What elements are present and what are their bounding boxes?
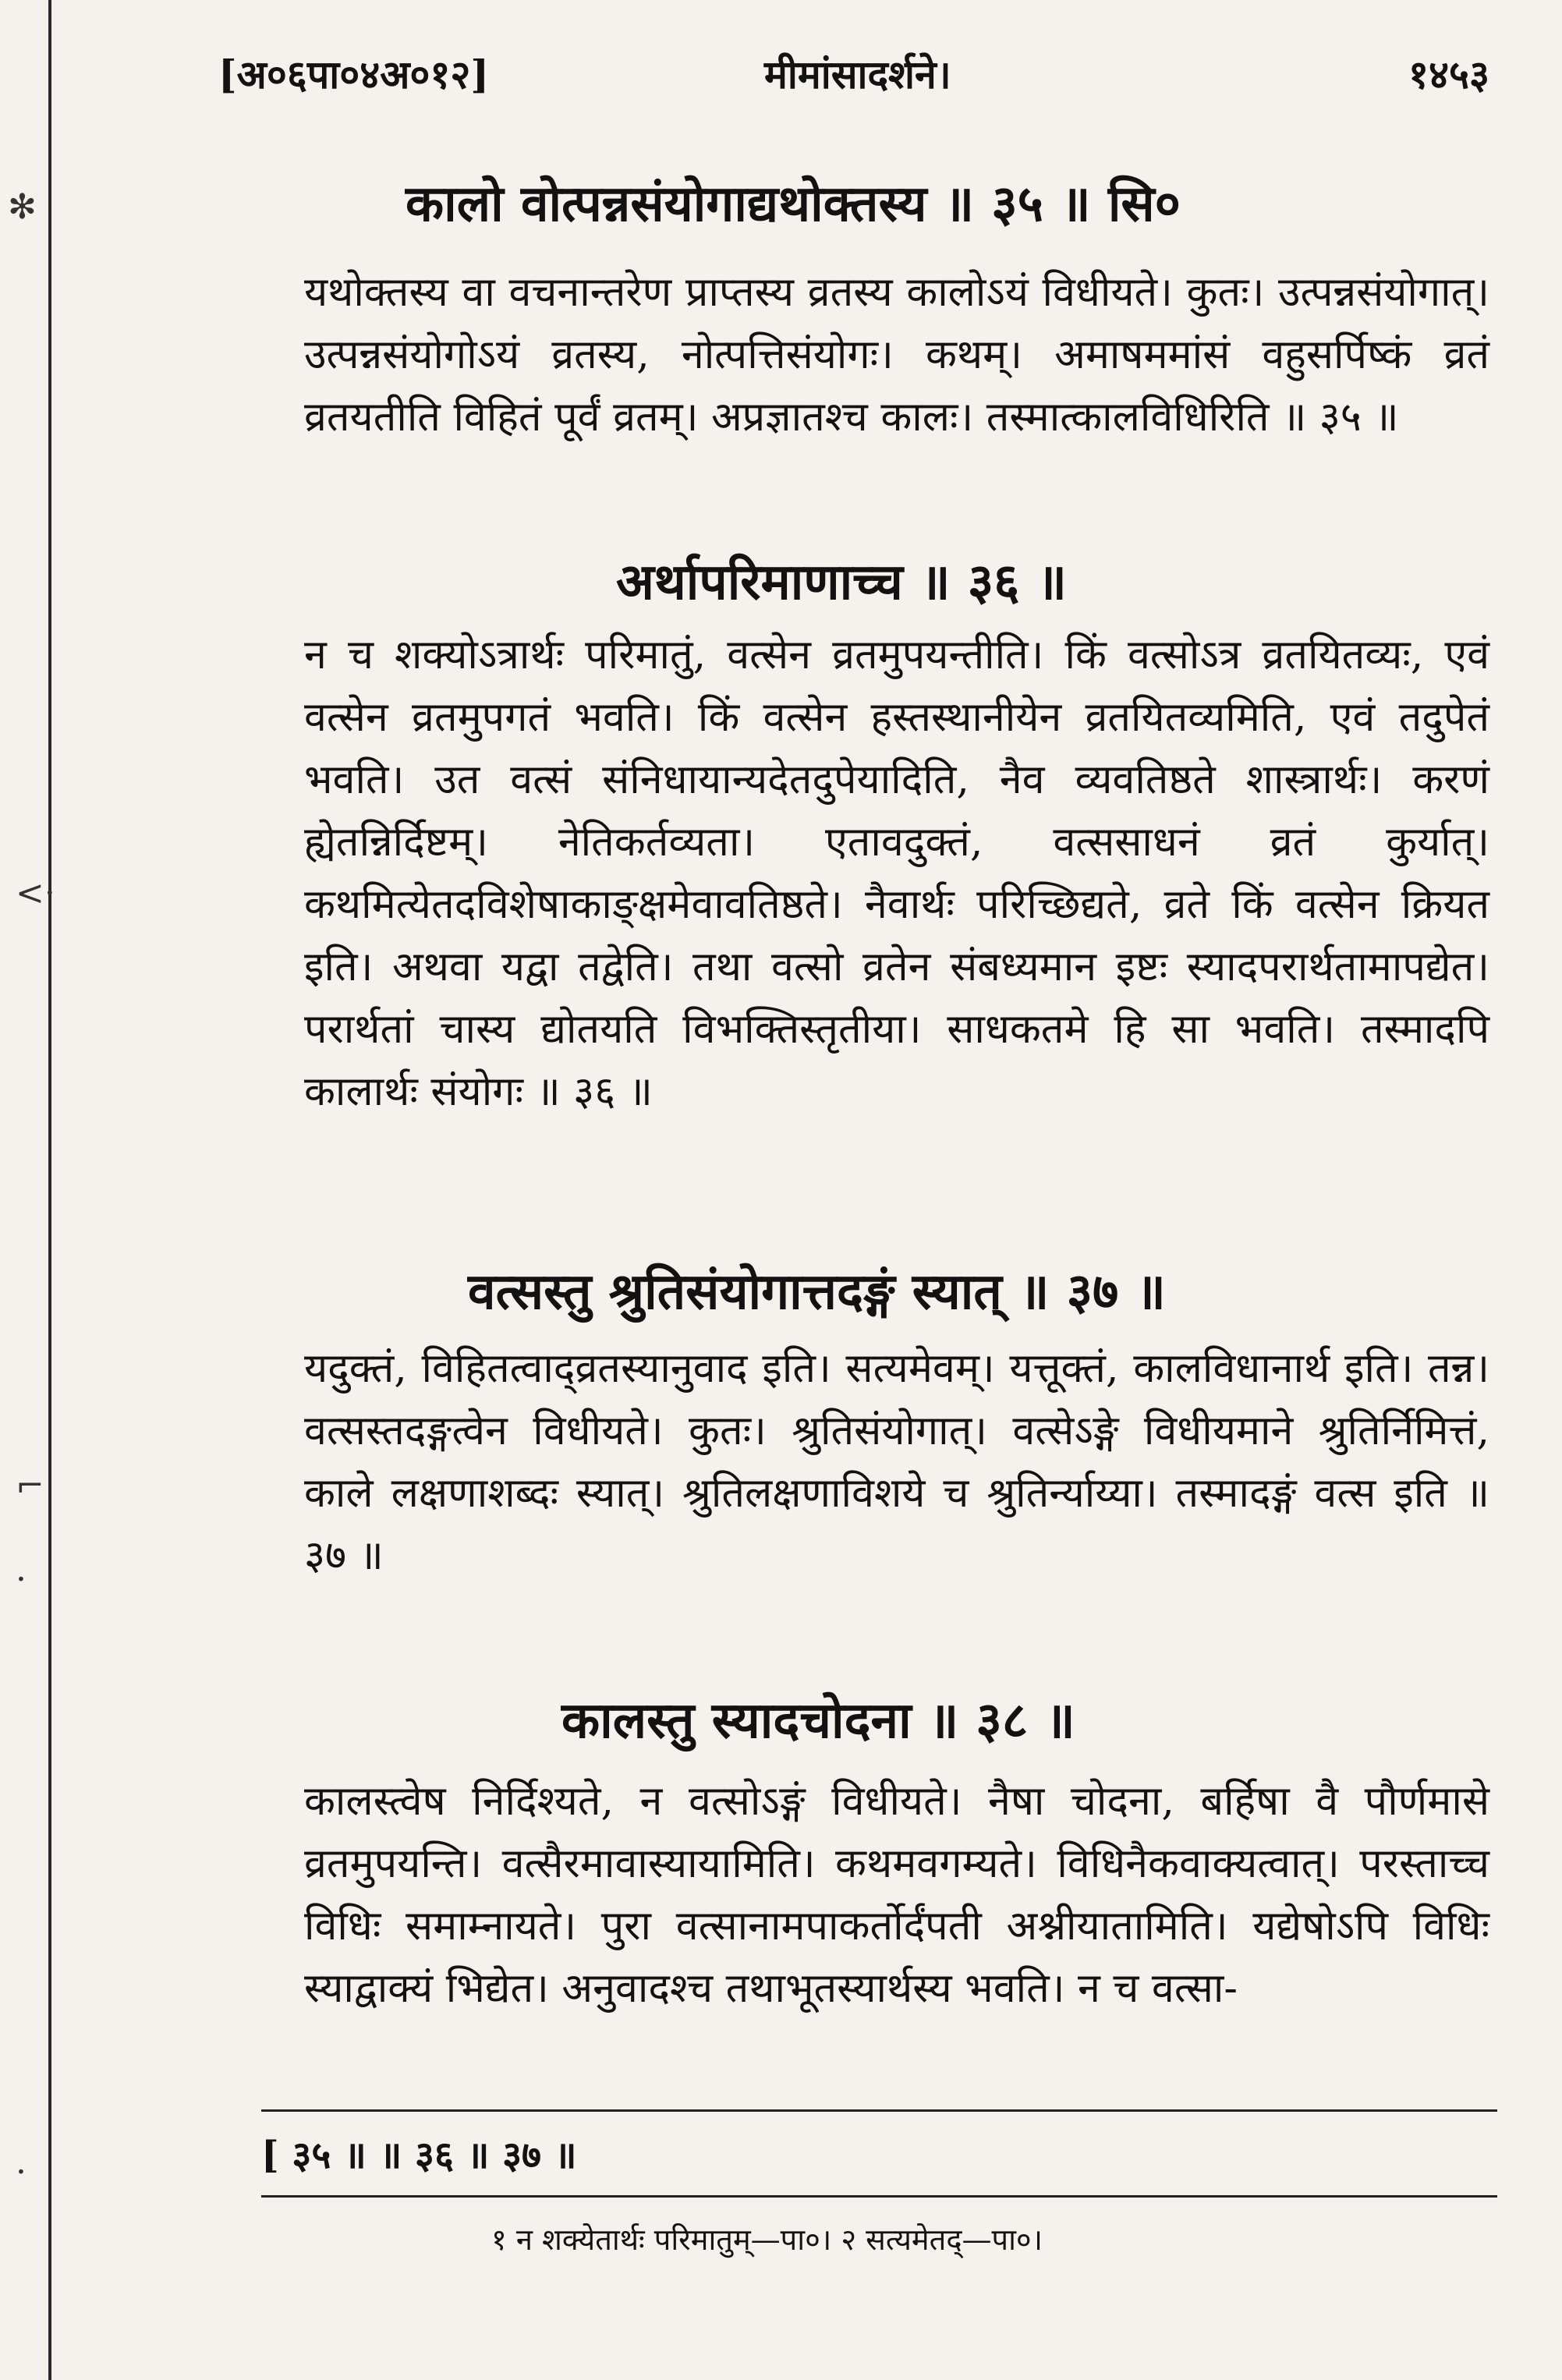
scan-speck-mark: <·: [16, 873, 55, 913]
scan-speck-mark: ·: [16, 1560, 27, 1599]
sutra-heading: कालो वोत्पन्नसंयोगाद्यथोक्तस्य ॥ ३५ ॥ सि०: [406, 175, 1181, 233]
book-title: मीमांसादर्शने।: [764, 51, 951, 97]
left-margin-rule: [48, 0, 51, 2380]
scan-speck-mark: ✻: [8, 187, 37, 227]
separator-rule: [261, 2109, 1497, 2112]
commentary-paragraph: यदुक्तं, विहितत्वाद्व्रतस्यानुवाद इति। सत्यमेवम्। यत्तूक्तं, कालविधानार्थ इति। तन्न। वत्सस्तदङ्गत्वेन विधीयते। कुतः। श्रुतिसंयोगात्। वत्सेऽङ्गे विधीयमाने श्रुतिर्निमित्तं, काले लक्षणाशब्दः स्यात्। श्रुतिलक्षणाविशये च श्रुतिर्न्याय्या। तस्मादङ्गं वत्स इति ॥ ३७ ॥: [304, 1345, 1489, 1579]
sutra-heading: वत्सस्तु श्रुतिसंयोगात्तदङ्गं स्यात् ॥ ३७ ॥: [468, 1263, 1166, 1321]
page-number: १४५३: [1408, 51, 1489, 97]
commentary-paragraph: यथोक्तस्य वा वचनान्तरेण प्राप्तस्य व्रतस्य कालोऽयं विधीयते। कुतः। उत्पन्नसंयोगात्। उत्पन्नसंयोगोऽयं व्रतस्य, नोत्पत्तिसंयोगः। कथम्। अमाषममांसं वहुसर्पिष्कं व्रतं व्रतयतीति विहितं पूर्वं व्रतम्। अप्रज्ञातश्च कालः। तस्मात्कालविधिरिति ॥ ३५ ॥: [304, 269, 1489, 441]
scan-speck-mark: ·: [16, 2152, 27, 2192]
page-header: [218, 47, 1489, 109]
scan-speck-mark: ⌐: [16, 1466, 44, 1506]
commentary-paragraph: कालस्त्वेष निर्दिश्यते, न वत्सोऽङ्गं विधीयते। नैषा चोदना, बर्हिषा वै पौर्णमासे व्रतमुपयन्ति। वत्सैरमावास्यायामिति। कथमवगम्यते। विधिनैकवाक्यत्वात्। परस्ताच्च विधिः समाम्नायते। पुरा वत्सानामपाकर्तोर्दंपती अश्नीयातामिति। यद्येषोऽपि विधिः स्याद्वाक्यं भिद्येत। अनुवादश्च तथाभूतस्यार्थस्य भवति। न च वत्सा-: [304, 1778, 1489, 2012]
chapter-reference: [अ०६पा०४अ०१२]: [218, 51, 490, 97]
footnote: १ न शक्येतार्थः परिमातुम्—पा०। २ सत्यमेतद्—पा०।: [491, 2222, 1043, 2257]
sutra-heading: कालस्तु स्यादचोदना ॥ ३८ ॥: [561, 1691, 1075, 1750]
commentary-paragraph: न च शक्योऽत्रार्थः परिमातुं, वत्सेन व्रतमुपयन्तीति। किं वत्सोऽत्र व्रतयितव्यः, एवं वत्सेन व्रतमुपगतं भवति। किं वत्सेन हस्तस्थानीयेन व्रतयितव्यमिति, एवं तदुपेतं भवति। उत वत्सं संनिधायान्यदेतदुपेयादिति, नैव व्यवतिष्ठते शास्त्रार्थः। करणं ह्येतन्निर्दिष्टम्। नेतिकर्तव्यता। एतावदुक्तं, वत्ससाधनं व्रतं कुर्यात्। कथमित्येतदविशेषाकाङ्क्षमेवावतिष्ठते। नैवार्थः परिच्छिद्यते, व्रते किं वत्सेन क्रियत इति। अथवा यद्वा तद्वेति। तथा वत्सो व्रतेन संबध्यमान इष्टः स्यादपरार्थतामापद्येत। परार्थतां चास्य द्योतयति विभक्तिस्तृतीया। साधकतमे हि सा भवति। तस्मादपि कालार्थः संयोगः ॥ ३६ ॥: [304, 632, 1489, 1115]
sutra-heading: अर्थापरिमाणाच्च ॥ ३६ ॥: [616, 553, 1068, 611]
sutra-references: [ ३५ ॥ ॥ ३६ ॥ ३७ ॥: [261, 2134, 577, 2177]
separator-rule: [261, 2195, 1497, 2198]
